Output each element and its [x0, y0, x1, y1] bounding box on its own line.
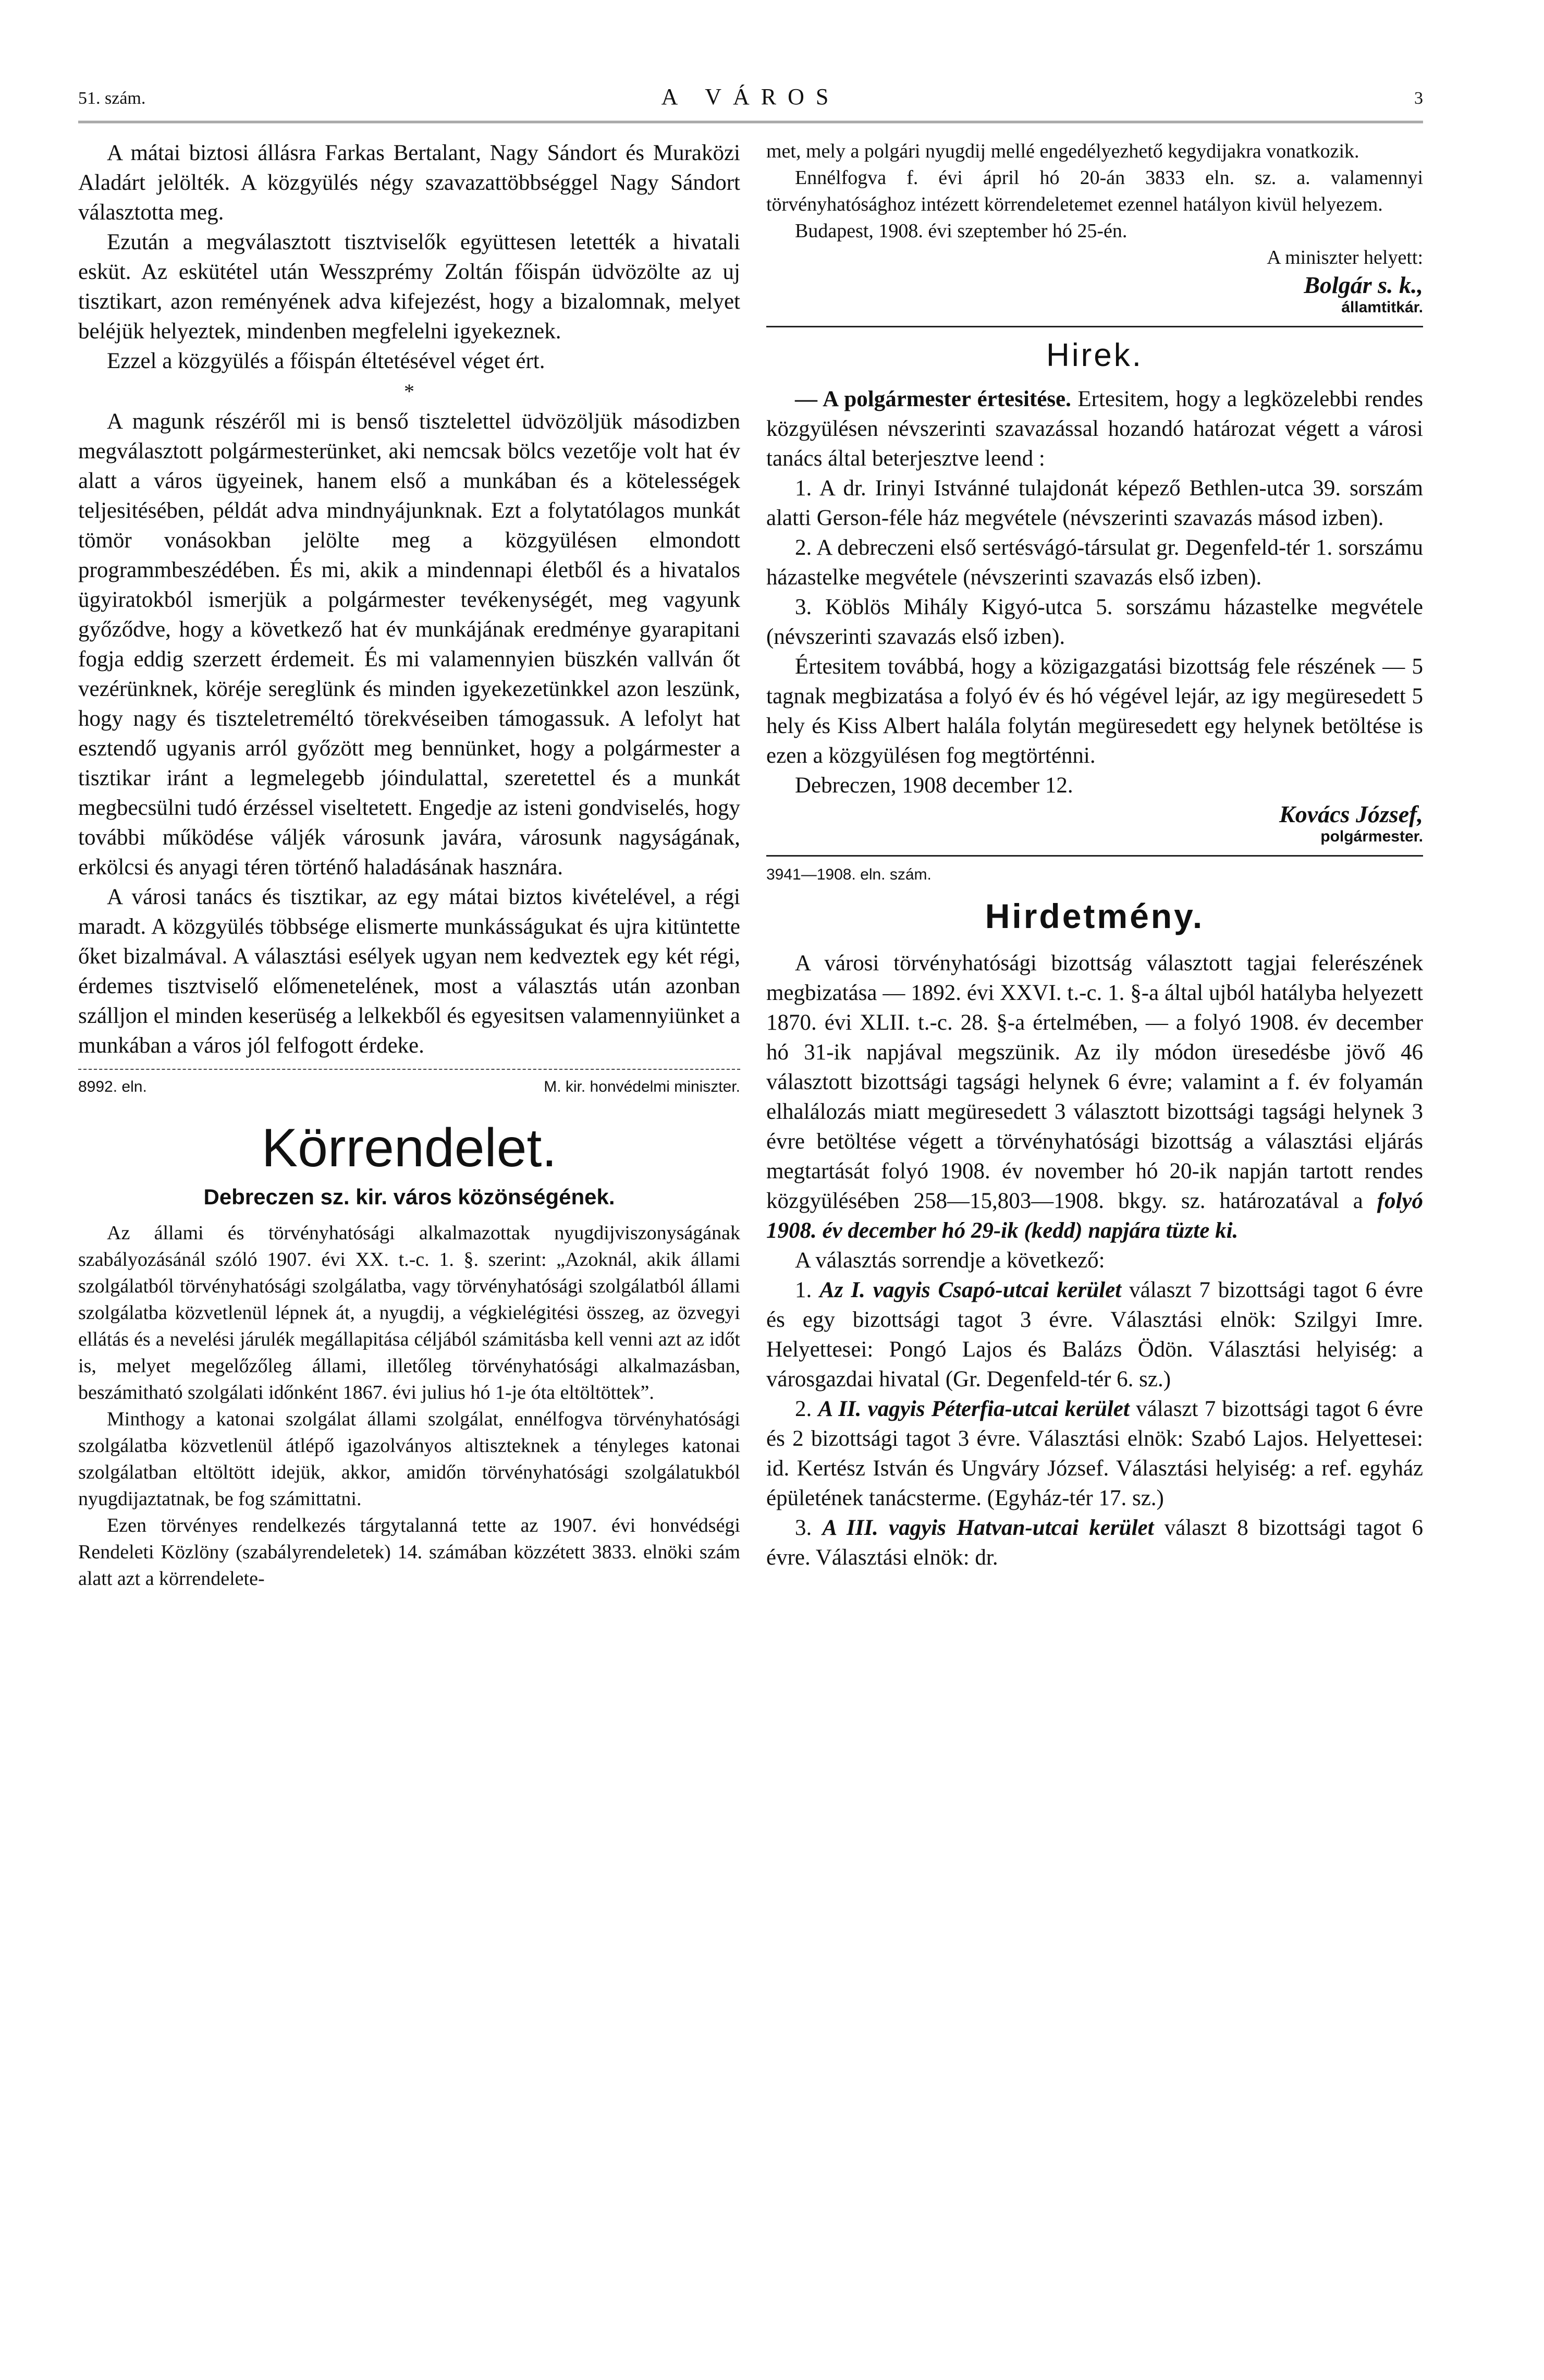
left-column [78, 138, 740, 1592]
paragraph: A mátai biztosi állásra Farkas Bertalant, Nagy Sándort és Muraközi Aladárt jelölték. A közgyülés négy szavazattöbbséggel Nagy Sándort választotta meg. [78, 141, 740, 225]
news-signer-name: Kovács József, [1279, 801, 1423, 827]
news-section [766, 384, 1423, 846]
notice-date-emphasis: folyó 1908. év december hó 29-ik (kedd) napjára tüzte ki. [766, 1189, 1424, 1243]
news-item: 2. A debreczeni első sertésvágó-társulat gr. Degenfeld-tér 1. sorszámu házastelke megvétele (névszerinti szavazás első izben). [766, 535, 1423, 590]
district-item [766, 1275, 1423, 1394]
notice-body [766, 948, 1423, 1572]
decree-reference: 8992. eln. [78, 1078, 147, 1095]
district-number: 1. [795, 1278, 812, 1302]
decree-issuer: M. kir. honvédelmi miniszter. [544, 1078, 740, 1095]
page-number: 3 [1414, 89, 1423, 108]
decree-signer-role: A miniszter helyett: [1267, 247, 1423, 268]
notice-order-lead: A választás sorrendje a következő: [795, 1248, 1105, 1273]
paragraph: Minthogy a katonai szolgálat állami szolgálat, ennélfogva törvényhatósági szolgálatba közvetlenül átlépő igazolványos altiszteknek a tényleges katonai szolgálatban eltöltött idejük, akkor, amidőn törvényhatósági szolgálatukból nyugdijaztatnak, be fog számittatni. [78, 1408, 740, 1510]
news-item: 3. Köblös Mihály Kigyó-utca 5. sorszámu házastelke megvétele (névszerinti szavazás első izben). [766, 595, 1423, 649]
notice-reference: 3941—1908. eln. szám. [766, 866, 932, 883]
news-date: Debreczen, 1908 december 12. [795, 773, 1073, 798]
district-number: 3. [795, 1516, 812, 1540]
district-item [766, 1394, 1423, 1513]
paragraph: Ezután a megválasztott tisztviselők együttesen letették a hivatali esküt. Az eskütétel után Wesszprémy Zoltán főispán üdvözölte az uj tisztikart, azon reményének adva kifejezést, hogy a bizalomnak, melyet beléjük helyeztek, mindenben megfelelni igyekeznek. [78, 230, 740, 344]
district-name: A II. vagyis Péterfia-utcai kerület [818, 1397, 1130, 1421]
decree-date: Budapest, 1908. évi szeptember hó 25-én. [795, 220, 1128, 242]
district-number: 2. [795, 1397, 812, 1421]
decree-signer-name: Bolgár s. k., [1304, 272, 1423, 298]
paragraph: A városi tanács és tisztikar, az egy mátai biztos kivételével, a régi maradt. A közgyülés többsége elismerte munkásságukat és ujra kitüntette őket bizalmával. A választási esélyek ugyan nem kedveztek egy két régi, érdemes tisztviselő előmenetelének, most a választás után azonban szálljon el minden keserüség a lelkekből és egyesitsen valamennyiünket a munkában a város jól felfogott érdeke. [78, 885, 740, 1058]
paragraph: Ezen törvényes rendelkezés tárgytalanná tette az 1907. évi honvédségi Rendeleti Közlöny (szabályrendeletek) 14. számában közzétett 3833. elnöki szám alatt azt a körrendelete- [78, 1515, 740, 1590]
divider [766, 326, 1423, 327]
paragraph: Az állami és törvényhatósági alkalmazottak nyugdijviszonyságának szabályozásánál szóló 1907. évi XX. t.-c. 1. §. szerint: „Azoknál, akik állami szolgálatból törvényhatósági szolgálatba, vagy törvényhatósági szolgálatból állami szolgálatba közvetlenül lépnek át, a nyugdij, a végkielégitési összeg, az özvegyi ellátás és a nevelési járulék megállapitása céljából számitásba kell venni azt az időt is, melyet megelőzőleg állami, illetőleg törvényhatósági alkalmazásban, beszámitható szolgálati időnként 1867. évi julius hó 1-je óta eltöltöttek”. [78, 1222, 740, 1403]
news-lead-heading: — A polgármester értesitése. [795, 387, 1071, 411]
paragraph: Ennélfogva f. évi ápril hó 20-án 3833 eln. sz. a. valamennyi törvényhatósághoz intézett körrendeletemet ezennel hatályon kivül helyezem. [766, 167, 1423, 215]
divider [766, 855, 1423, 857]
decree-continuation [766, 138, 1423, 316]
election-report [78, 138, 740, 376]
header-rule [78, 121, 1423, 126]
decree-reference-row [78, 1078, 740, 1096]
decree-title: Körrendelet. [261, 1118, 557, 1178]
paragraph: Ezzel a közgyülés a főispán éltetésével véget ért. [107, 349, 545, 373]
news-item: 1. A dr. Irinyi Istvánné tulajdonát képező Bethlen-utca 39. sorszám alatti Gerson-féle ház megvétele (névszerinti szavazás másod izben). [766, 476, 1423, 530]
issue-number: 51. szám. [78, 89, 146, 108]
notice-intro-text: A városi törvényhatósági bizottság választott tagjai felerészének megbizatása — 1892. évi XXVI. t.-c. 1. §-a által ujból hatályba helyezett 1870. évi XLII. t.-c. 28. §-a értelmében, — a folyó 1908. év december hó 31-ik napjával megszünik. Az ily módon üresedésbe jövő 46 választott bizottsági tagsági helynek 6 évre; valamint a f. év folyamán elhalálozás miatt megüresedett 3 választott bizottsági tagsági helynek 3 évre betöltése végett a törvényhatósági bizottság a választási eljárás megtartását folyó 1908. év november hó 20-ik napján tartott rendes közgyülésében 258—15,803—1908. bkgy. sz. határozatával a [766, 951, 1423, 1213]
decree-subtitle: Debreczen sz. kir. város közönségének. [203, 1185, 615, 1209]
right-column [766, 138, 1423, 1572]
notice-title: Hirdetmény. [985, 897, 1205, 935]
news-lead [766, 384, 1423, 473]
section-separator: * [404, 380, 414, 403]
paragraph: met, mely a polgári nyugdij mellé engedélyezhető kegydijakra vonatkozik. [766, 140, 1359, 162]
district-text: választ 7 bizottsági tagot 6 évre és egy bizottsági tagot 3 évre. Választási elnök: Szilgyi Imre. Helyettesei: Pongó Lajos és Balázs Ödön. Választási helyiség: a városgazdai hivatal (Gr. Degenfeld-tér 6. sz.) [766, 1278, 1424, 1392]
news-section-title: Hirek. [1046, 337, 1143, 373]
news-followup: Értesitem továbbá, hogy a közigazgatási bizottság fele részének — 5 tagnak megbizatása a folyó év és hó végével lejár, az igy megüresedett 5 hely és Kiss Albert halála folytán megüresedett egy helynek betöltése is ezen a közgyülésen fog megtörténni. [766, 654, 1423, 768]
district-name: A III. vagyis Hatvan-utcai kerület [822, 1516, 1154, 1540]
news-lead-text: Ertesitem, hogy a legközelebbi rendes közgyülésen névszerinti szavazással hozandó határozat végett a városi tanács által beterjesztve leend : [766, 387, 1423, 471]
district-text: választ 8 bizottsági tagot 6 évre. Választási elnök: dr. [766, 1516, 1424, 1570]
newspaper-title: A VÁROS [661, 84, 840, 109]
editorial-commentary [78, 407, 740, 1060]
district-name: Az I. vagyis Csapó-utcai kerület [819, 1278, 1122, 1302]
divider [78, 1069, 740, 1070]
district-text: választ 7 bizottsági tagot 6 évre és 2 bizottsági tagot 3 évre. Választási elnök: Szabó Lajos. Helyettesei: id. Kertész István és Ungváry József. Választási helyiség: a ref. egyház épületének tanácsterme. (Egyház-tér 17. sz.) [766, 1397, 1424, 1510]
paragraph: A magunk részéről mi is benső tisztelettel üdvözöljük másodizben megválasztott polgármesterünket, aki nemcsak bölcs vezetője volt hat év alatt a város ügyeinek, hanem első a munkában és a kötelességek teljesitésében, példát adva mindnyájunknak. Ezt a folytatólagos munkát tömör vonásokban jelölte meg a közgyülésen elmondott programmbeszédében. És mi, akik a mindennapi életből és a hivatalos ügyiratokból ismerjük a polgármester tevékenységét, meg vagyunk győződve, hogy a következő hat év munkájának eredménye gyarapitani fogja eddig szerzett érdemeit. És mi valamennyien büszkén vallván őt vezérünknek, köréje sereglünk és minden igyekezetünkkel azon leszünk, hogy nagy és tiszteletreméltó törekvéseiben támogassuk. A lefolyt hat esztendő ugyanis arról győzött meg bennünket, hogy a polgármester a tisztikar iránt a legmelegebb jóindulattal, szeretettel és a munkát megbecsülni tudó érzéssel viseltetett. Engedje az isteni gondviselés, hogy további működése váljék városunk javára, városunk nagyságának, erkölcsi és anyagi téren történő haladásának hasznára. [78, 409, 740, 880]
district-item [766, 1513, 1423, 1572]
news-signer-title: polgármester. [1320, 828, 1423, 845]
decree-signer-title: államtitkár. [1341, 299, 1423, 316]
decree-body [78, 1220, 740, 1592]
notice-intro [766, 948, 1423, 1246]
